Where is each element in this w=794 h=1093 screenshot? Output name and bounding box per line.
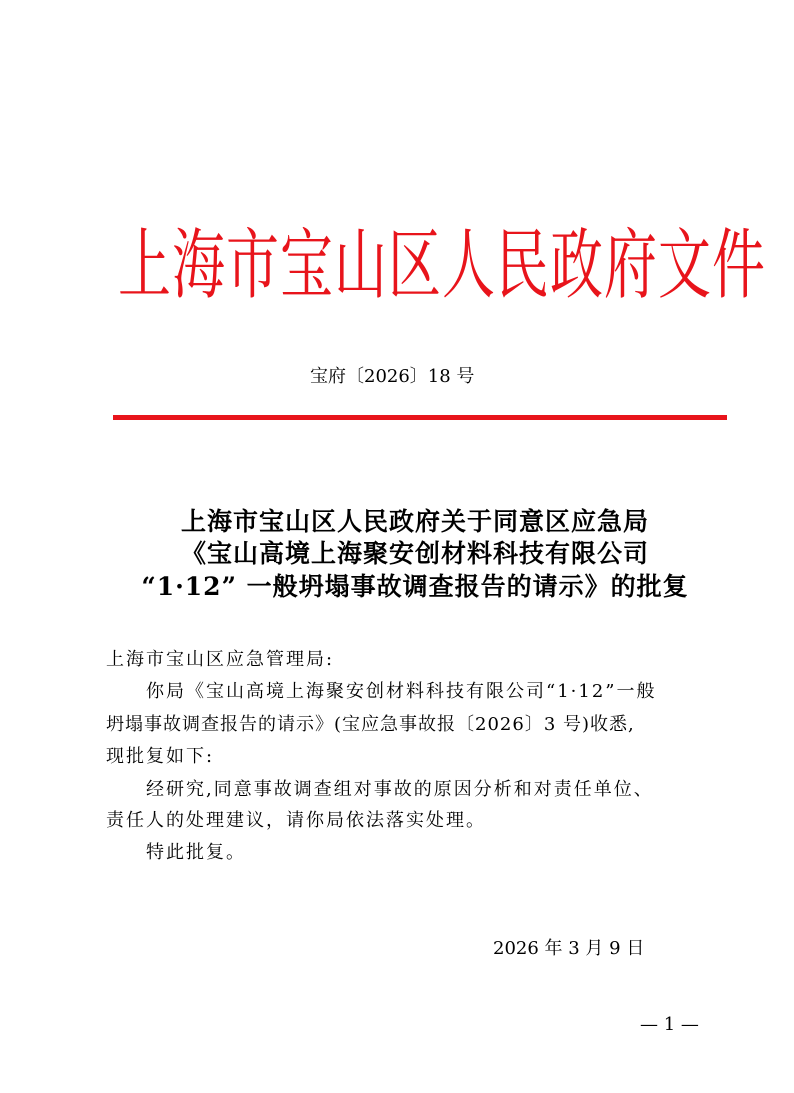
body-line: 坍塌事故调查报告的请示》(宝应急事故报〔2026〕3 号)收悉, [106, 714, 635, 735]
issue-date: 2026 年 3 月 9 日 [493, 938, 645, 959]
title-line-1: 上海市宝山区人民政府关于同意区应急局 [180, 507, 649, 536]
document-number: 宝府〔2026〕18 号 [310, 366, 475, 387]
document-masthead: 上海市宝山区人民政府文件 [118, 222, 766, 311]
body-line: 你局《宝山高境上海聚安创材料科技有限公司“1·12”一般 [146, 681, 657, 702]
body-line: 责任人的处理建议，请你局依法落实处理。 [106, 810, 486, 831]
red-divider-line [113, 415, 727, 420]
title-line-3: “1·12” 一般坍塌事故调查报告的请示》的批复 [141, 572, 689, 601]
body-line: 特此批复。 [146, 842, 246, 863]
body-line: 经研究,同意事故调查组对事故的原因分析和对责任单位、 [146, 779, 654, 800]
page-number: — 1 — [640, 1014, 699, 1035]
body-line: 现批复如下: [106, 746, 215, 767]
title-line-2: 《宝山高境上海聚安创材料科技有限公司 [180, 539, 649, 568]
addressee: 上海市宝山区应急管理局: [106, 649, 335, 670]
